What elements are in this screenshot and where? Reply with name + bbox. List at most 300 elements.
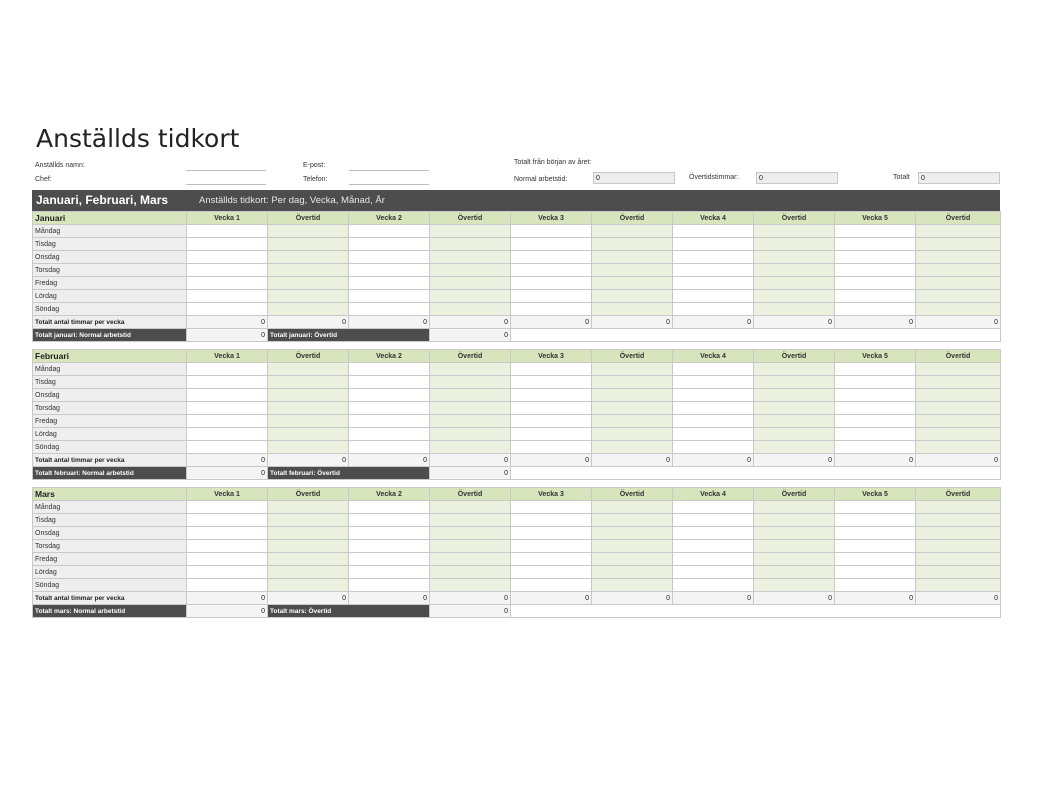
overtime-cell[interactable] <box>592 402 673 415</box>
hours-cell[interactable] <box>511 579 592 592</box>
hours-cell[interactable] <box>511 402 592 415</box>
hours-cell[interactable] <box>673 402 754 415</box>
hours-cell[interactable] <box>835 527 916 540</box>
overtime-cell[interactable] <box>268 238 349 251</box>
hours-cell[interactable] <box>187 389 268 402</box>
weekly-total-label: Totalt antal timmar per vecka <box>33 592 187 605</box>
employee-name-field[interactable] <box>186 170 266 171</box>
overtime-cell[interactable] <box>916 264 1001 277</box>
hours-cell[interactable] <box>187 428 268 441</box>
hours-cell[interactable] <box>187 290 268 303</box>
overtime-column-header: Övertid <box>916 488 1001 501</box>
hours-cell[interactable] <box>511 428 592 441</box>
overtime-cell[interactable] <box>592 527 673 540</box>
hours-cell[interactable] <box>349 566 430 579</box>
overtime-cell[interactable] <box>430 238 511 251</box>
overtime-cell[interactable] <box>592 363 673 376</box>
month-total-row <box>33 329 1001 342</box>
hours-cell[interactable] <box>835 428 916 441</box>
email-label: E-post: <box>303 162 326 169</box>
month-table-1 <box>32 349 1001 480</box>
hours-cell[interactable] <box>673 290 754 303</box>
overtime-cell[interactable] <box>430 303 511 316</box>
overtime-hours-value: 0 <box>756 172 838 184</box>
hours-cell[interactable] <box>349 540 430 553</box>
hours-cell[interactable] <box>673 428 754 441</box>
hours-cell[interactable] <box>835 264 916 277</box>
weekly-total-value: 0 <box>592 592 673 605</box>
week-column-header: Vecka 2 <box>349 488 430 501</box>
overtime-cell[interactable] <box>268 303 349 316</box>
overtime-cell[interactable] <box>916 376 1001 389</box>
hours-cell[interactable] <box>349 238 430 251</box>
weekly-total-value: 0 <box>511 316 592 329</box>
weekly-total-value: 0 <box>268 316 349 329</box>
overtime-column-header: Övertid <box>754 212 835 225</box>
hours-cell[interactable] <box>187 553 268 566</box>
day-label: Fredag <box>33 277 187 290</box>
overtime-cell[interactable] <box>430 553 511 566</box>
overtime-cell[interactable] <box>916 363 1001 376</box>
hours-cell[interactable] <box>187 376 268 389</box>
hours-cell[interactable] <box>511 389 592 402</box>
week-column-header: Vecka 3 <box>511 488 592 501</box>
overtime-cell[interactable] <box>268 501 349 514</box>
hours-cell[interactable] <box>349 277 430 290</box>
hours-cell[interactable] <box>187 225 268 238</box>
hours-cell[interactable] <box>835 225 916 238</box>
hours-cell[interactable] <box>511 441 592 454</box>
overtime-cell[interactable] <box>592 303 673 316</box>
hours-cell[interactable] <box>835 389 916 402</box>
week-column-header: Vecka 5 <box>835 350 916 363</box>
overtime-cell[interactable] <box>592 441 673 454</box>
overtime-cell[interactable] <box>592 290 673 303</box>
hours-cell[interactable] <box>349 579 430 592</box>
overtime-cell[interactable] <box>268 277 349 290</box>
hours-cell[interactable] <box>835 402 916 415</box>
hours-cell[interactable] <box>835 514 916 527</box>
weekly-total-value: 0 <box>916 454 1001 467</box>
overtime-cell[interactable] <box>916 415 1001 428</box>
month-table-0 <box>32 211 1001 342</box>
overtime-cell[interactable] <box>592 251 673 264</box>
hours-cell[interactable] <box>673 303 754 316</box>
day-row <box>33 264 1001 277</box>
overtime-cell[interactable] <box>754 441 835 454</box>
day-row <box>33 540 1001 553</box>
overtime-cell[interactable] <box>268 415 349 428</box>
month-normal-value: 0 <box>187 605 268 618</box>
overtime-cell[interactable] <box>916 303 1001 316</box>
overtime-cell[interactable] <box>916 402 1001 415</box>
hours-cell[interactable] <box>349 402 430 415</box>
weekly-total-value: 0 <box>187 316 268 329</box>
overtime-cell[interactable] <box>754 376 835 389</box>
overtime-cell[interactable] <box>916 527 1001 540</box>
overtime-cell[interactable] <box>592 553 673 566</box>
hours-cell[interactable] <box>187 514 268 527</box>
weekly-total-value: 0 <box>349 316 430 329</box>
hours-cell[interactable] <box>349 428 430 441</box>
overtime-cell[interactable] <box>592 376 673 389</box>
overtime-cell[interactable] <box>916 540 1001 553</box>
overtime-cell[interactable] <box>430 441 511 454</box>
overtime-column-header: Övertid <box>268 488 349 501</box>
month-name: Januari <box>33 212 187 225</box>
overtime-cell[interactable] <box>592 566 673 579</box>
hours-cell[interactable] <box>673 264 754 277</box>
weekly-total-value: 0 <box>916 592 1001 605</box>
hours-cell[interactable] <box>349 363 430 376</box>
hours-cell[interactable] <box>187 303 268 316</box>
week-column-header: Vecka 1 <box>187 488 268 501</box>
hours-cell[interactable] <box>511 540 592 553</box>
hours-cell[interactable] <box>187 527 268 540</box>
overtime-cell[interactable] <box>268 514 349 527</box>
overtime-cell[interactable] <box>592 540 673 553</box>
overtime-cell[interactable] <box>592 238 673 251</box>
hours-cell[interactable] <box>673 540 754 553</box>
overtime-column-header: Övertid <box>754 350 835 363</box>
overtime-cell[interactable] <box>754 514 835 527</box>
overtime-cell[interactable] <box>430 225 511 238</box>
hours-cell[interactable] <box>349 527 430 540</box>
weekly-total-row <box>33 316 1001 329</box>
day-label: Lördag <box>33 566 187 579</box>
overtime-cell[interactable] <box>754 415 835 428</box>
hours-cell[interactable] <box>511 251 592 264</box>
hours-cell[interactable] <box>349 441 430 454</box>
overtime-cell[interactable] <box>430 277 511 290</box>
hours-cell[interactable] <box>187 264 268 277</box>
week-column-header: Vecka 2 <box>349 212 430 225</box>
overtime-cell[interactable] <box>268 363 349 376</box>
weekly-total-value: 0 <box>430 454 511 467</box>
overtime-cell[interactable] <box>268 441 349 454</box>
day-row <box>33 441 1001 454</box>
hours-cell[interactable] <box>349 264 430 277</box>
overtime-cell[interactable] <box>754 277 835 290</box>
month-overtime-value: 0 <box>430 329 511 342</box>
overtime-column-header: Övertid <box>268 350 349 363</box>
ytd-label: Totalt från början av året: <box>514 159 592 166</box>
hours-cell[interactable] <box>673 514 754 527</box>
hours-cell[interactable] <box>673 579 754 592</box>
hours-cell[interactable] <box>835 277 916 290</box>
overtime-cell[interactable] <box>754 402 835 415</box>
overtime-cell[interactable] <box>268 251 349 264</box>
day-row <box>33 303 1001 316</box>
overtime-cell[interactable] <box>754 579 835 592</box>
hours-cell[interactable] <box>349 225 430 238</box>
month-normal-value: 0 <box>187 467 268 480</box>
hours-cell[interactable] <box>673 415 754 428</box>
hours-cell[interactable] <box>187 251 268 264</box>
week-column-header: Vecka 4 <box>673 350 754 363</box>
overtime-column-header: Övertid <box>592 350 673 363</box>
day-label: Måndag <box>33 225 187 238</box>
overtime-cell[interactable] <box>916 428 1001 441</box>
overtime-cell[interactable] <box>754 553 835 566</box>
overtime-column-header: Övertid <box>430 488 511 501</box>
hours-cell[interactable] <box>187 402 268 415</box>
day-row <box>33 428 1001 441</box>
hours-cell[interactable] <box>835 501 916 514</box>
hours-cell[interactable] <box>187 579 268 592</box>
empty-area <box>511 605 1001 618</box>
week-column-header: Vecka 3 <box>511 350 592 363</box>
overtime-cell[interactable] <box>916 277 1001 290</box>
weekly-total-value: 0 <box>673 454 754 467</box>
weekly-total-row <box>33 454 1001 467</box>
hours-cell[interactable] <box>673 389 754 402</box>
overtime-cell[interactable] <box>754 501 835 514</box>
overtime-cell[interactable] <box>754 251 835 264</box>
hours-cell[interactable] <box>835 251 916 264</box>
hours-cell[interactable] <box>187 501 268 514</box>
hours-cell[interactable] <box>511 264 592 277</box>
hours-cell[interactable] <box>835 540 916 553</box>
overtime-cell[interactable] <box>916 389 1001 402</box>
hours-cell[interactable] <box>673 277 754 290</box>
hours-cell[interactable] <box>835 290 916 303</box>
hours-cell[interactable] <box>349 553 430 566</box>
weekly-total-value: 0 <box>673 316 754 329</box>
hours-cell[interactable] <box>673 363 754 376</box>
day-label: Torsdag <box>33 264 187 277</box>
overtime-cell[interactable] <box>268 389 349 402</box>
weekly-total-value: 0 <box>754 592 835 605</box>
overtime-cell[interactable] <box>430 415 511 428</box>
overtime-cell[interactable] <box>268 264 349 277</box>
hours-cell[interactable] <box>673 225 754 238</box>
hours-cell[interactable] <box>835 579 916 592</box>
overtime-cell[interactable] <box>916 290 1001 303</box>
overtime-cell[interactable] <box>754 527 835 540</box>
hours-cell[interactable] <box>187 238 268 251</box>
overtime-cell[interactable] <box>592 428 673 441</box>
hours-cell[interactable] <box>349 389 430 402</box>
overtime-cell[interactable] <box>754 363 835 376</box>
hours-cell[interactable] <box>835 566 916 579</box>
day-label: Fredag <box>33 553 187 566</box>
overtime-cell[interactable] <box>430 264 511 277</box>
hours-cell[interactable] <box>673 527 754 540</box>
manager-label: Chef: <box>35 176 52 183</box>
normal-hours-value: 0 <box>593 172 675 184</box>
weekly-total-value: 0 <box>430 592 511 605</box>
overtime-cell[interactable] <box>592 264 673 277</box>
hours-cell[interactable] <box>511 527 592 540</box>
day-label: Söndag <box>33 303 187 316</box>
hours-cell[interactable] <box>673 238 754 251</box>
week-column-header: Vecka 5 <box>835 212 916 225</box>
day-label: Söndag <box>33 579 187 592</box>
overtime-cell[interactable] <box>592 514 673 527</box>
hours-cell[interactable] <box>349 514 430 527</box>
overtime-cell[interactable] <box>916 251 1001 264</box>
hours-cell[interactable] <box>835 553 916 566</box>
overtime-cell[interactable] <box>916 514 1001 527</box>
hours-cell[interactable] <box>511 376 592 389</box>
overtime-cell[interactable] <box>754 428 835 441</box>
month-name: Februari <box>33 350 187 363</box>
week-column-header: Vecka 4 <box>673 488 754 501</box>
overtime-cell[interactable] <box>430 514 511 527</box>
overtime-cell[interactable] <box>916 553 1001 566</box>
phone-field[interactable] <box>349 184 429 185</box>
overtime-cell[interactable] <box>430 566 511 579</box>
weekly-total-value: 0 <box>268 454 349 467</box>
overtime-cell[interactable] <box>430 376 511 389</box>
hours-cell[interactable] <box>835 303 916 316</box>
overtime-cell[interactable] <box>592 277 673 290</box>
overtime-cell[interactable] <box>430 428 511 441</box>
hours-cell[interactable] <box>511 277 592 290</box>
overtime-cell[interactable] <box>430 527 511 540</box>
hours-cell[interactable] <box>511 501 592 514</box>
phone-label: Telefon: <box>303 176 328 183</box>
weekly-total-label: Totalt antal timmar per vecka <box>33 316 187 329</box>
hours-cell[interactable] <box>835 441 916 454</box>
hours-cell[interactable] <box>835 376 916 389</box>
hours-cell[interactable] <box>349 303 430 316</box>
hours-cell[interactable] <box>511 303 592 316</box>
overtime-cell[interactable] <box>592 389 673 402</box>
hours-cell[interactable] <box>511 566 592 579</box>
hours-cell[interactable] <box>673 251 754 264</box>
weekly-total-value: 0 <box>835 316 916 329</box>
hours-cell[interactable] <box>187 415 268 428</box>
hours-cell[interactable] <box>349 415 430 428</box>
overtime-cell[interactable] <box>268 402 349 415</box>
day-row <box>33 415 1001 428</box>
quarter-subtitle: Anställds tidkort: Per dag, Vecka, Månad, År <box>199 195 385 206</box>
quarter-title: Januari, Februari, Mars <box>36 193 169 207</box>
hours-cell[interactable] <box>511 290 592 303</box>
week-column-header: Vecka 3 <box>511 212 592 225</box>
overtime-cell[interactable] <box>754 540 835 553</box>
overtime-cell[interactable] <box>430 363 511 376</box>
overtime-cell[interactable] <box>268 290 349 303</box>
normal-hours-label: Normal arbetstid: <box>514 176 568 183</box>
overtime-cell[interactable] <box>592 501 673 514</box>
overtime-cell[interactable] <box>430 579 511 592</box>
weekly-total-value: 0 <box>754 454 835 467</box>
hours-cell[interactable] <box>511 553 592 566</box>
overtime-cell[interactable] <box>754 566 835 579</box>
overtime-cell[interactable] <box>430 501 511 514</box>
hours-cell[interactable] <box>511 415 592 428</box>
overtime-cell[interactable] <box>268 566 349 579</box>
overtime-column-header: Övertid <box>430 350 511 363</box>
hours-cell[interactable] <box>187 277 268 290</box>
day-row <box>33 527 1001 540</box>
hours-cell[interactable] <box>835 363 916 376</box>
hours-cell[interactable] <box>673 441 754 454</box>
day-label: Torsdag <box>33 540 187 553</box>
hours-cell[interactable] <box>835 238 916 251</box>
email-field[interactable] <box>349 170 429 171</box>
hours-cell[interactable] <box>187 441 268 454</box>
overtime-cell[interactable] <box>430 402 511 415</box>
overtime-cell[interactable] <box>430 389 511 402</box>
hours-cell[interactable] <box>673 553 754 566</box>
hours-cell[interactable] <box>187 566 268 579</box>
month-overtime-value: 0 <box>430 467 511 480</box>
empty-area <box>511 329 1001 342</box>
overtime-cell[interactable] <box>592 579 673 592</box>
hours-cell[interactable] <box>349 376 430 389</box>
overtime-cell[interactable] <box>268 225 349 238</box>
hours-cell[interactable] <box>673 501 754 514</box>
hours-cell[interactable] <box>349 251 430 264</box>
overtime-cell[interactable] <box>754 264 835 277</box>
total-hours-label: Totalt <box>893 174 910 181</box>
hours-cell[interactable] <box>187 363 268 376</box>
hours-cell[interactable] <box>349 290 430 303</box>
hours-cell[interactable] <box>511 238 592 251</box>
weekly-total-value: 0 <box>835 454 916 467</box>
overtime-cell[interactable] <box>916 579 1001 592</box>
overtime-cell[interactable] <box>754 238 835 251</box>
overtime-cell[interactable] <box>268 553 349 566</box>
hours-cell[interactable] <box>673 566 754 579</box>
week-column-header: Vecka 1 <box>187 212 268 225</box>
hours-cell[interactable] <box>673 376 754 389</box>
day-label: Torsdag <box>33 402 187 415</box>
overtime-cell[interactable] <box>268 579 349 592</box>
month-normal-label: Totalt mars: Normal arbetstid <box>33 605 187 618</box>
day-label: Tisdag <box>33 376 187 389</box>
manager-field[interactable] <box>186 184 266 185</box>
overtime-cell[interactable] <box>430 540 511 553</box>
hours-cell[interactable] <box>349 501 430 514</box>
overtime-cell[interactable] <box>916 501 1001 514</box>
day-label: Fredag <box>33 415 187 428</box>
weekly-total-value: 0 <box>754 316 835 329</box>
overtime-cell[interactable] <box>916 225 1001 238</box>
hours-cell[interactable] <box>835 415 916 428</box>
overtime-cell[interactable] <box>916 441 1001 454</box>
overtime-column-header: Övertid <box>592 212 673 225</box>
empty-area <box>511 467 1001 480</box>
overtime-cell[interactable] <box>754 389 835 402</box>
employee-name-label: Anställds namn: <box>35 162 85 169</box>
overtime-cell[interactable] <box>916 238 1001 251</box>
overtime-cell[interactable] <box>592 415 673 428</box>
overtime-cell[interactable] <box>916 566 1001 579</box>
hours-cell[interactable] <box>511 514 592 527</box>
hours-cell[interactable] <box>187 540 268 553</box>
hours-cell[interactable] <box>511 225 592 238</box>
overtime-cell[interactable] <box>754 303 835 316</box>
overtime-cell[interactable] <box>268 527 349 540</box>
overtime-cell[interactable] <box>268 376 349 389</box>
overtime-cell[interactable] <box>430 290 511 303</box>
weekly-total-value: 0 <box>349 454 430 467</box>
overtime-cell[interactable] <box>754 290 835 303</box>
overtime-cell[interactable] <box>430 251 511 264</box>
overtime-cell[interactable] <box>268 428 349 441</box>
overtime-cell[interactable] <box>754 225 835 238</box>
day-row <box>33 225 1001 238</box>
overtime-cell[interactable] <box>268 540 349 553</box>
overtime-cell[interactable] <box>592 225 673 238</box>
month-table-2 <box>32 487 1001 618</box>
hours-cell[interactable] <box>511 363 592 376</box>
